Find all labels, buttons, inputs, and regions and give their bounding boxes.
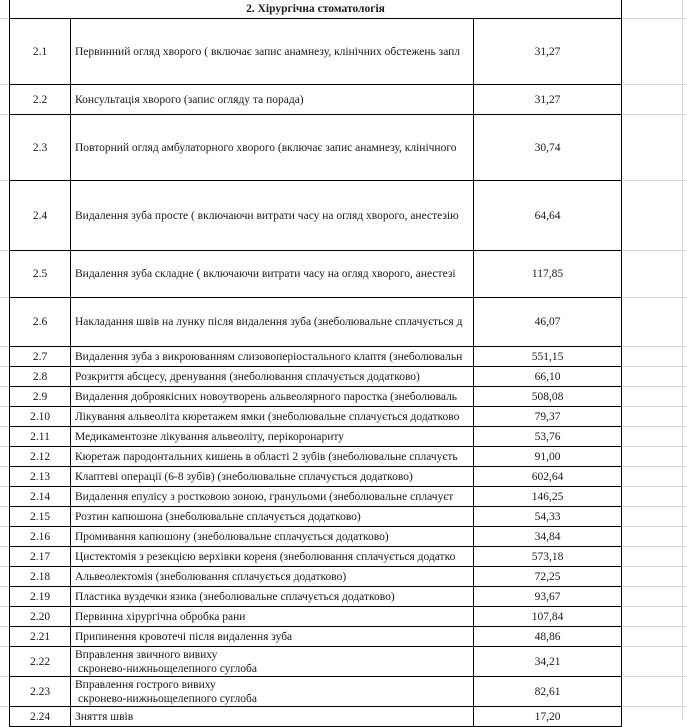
row-price[interactable]: 30,74 (474, 115, 622, 181)
row-price[interactable]: 82,61 (474, 677, 622, 707)
gridline (0, 706, 9, 707)
row-description[interactable]: Видалення доброякісних новоутворень альвеолярного паростка (знеболюваль (71, 387, 474, 407)
row-number[interactable]: 2.11 (10, 427, 71, 447)
gridline (622, 626, 687, 627)
row-price[interactable]: 117,85 (474, 251, 622, 298)
row-description[interactable]: Накладання швів на лунку після видалення зуба (знеболювальне сплачується д (71, 298, 474, 347)
gridline (622, 346, 687, 347)
table-row (10, 607, 622, 627)
gridline (0, 84, 9, 85)
gridline (0, 180, 9, 181)
row-description[interactable]: Медикаментозне лікування альвеоліту, перікоронариту (71, 427, 474, 447)
row-number[interactable]: 2.16 (10, 527, 71, 547)
row-description[interactable]: Припинення кровотечі після видалення зуба (71, 627, 474, 647)
row-price[interactable]: 17,20 (474, 707, 622, 727)
gridline (0, 526, 9, 527)
row-price[interactable]: 54,33 (474, 507, 622, 527)
gridline (622, 546, 687, 547)
row-number[interactable]: 2.21 (10, 627, 71, 647)
gridline (0, 586, 9, 587)
gridline (622, 406, 687, 407)
row-description[interactable]: Первинна хірургічна обробка рани (71, 607, 474, 627)
row-description[interactable] (71, 647, 474, 677)
row-description[interactable]: Первинний огляд хворого ( включає запис анамнезу, клінічних обстежень запл (71, 19, 474, 85)
row-number[interactable]: 2.19 (10, 587, 71, 607)
table-row (10, 647, 622, 677)
row-price[interactable]: 64,64 (474, 181, 622, 251)
row-number[interactable]: 2.15 (10, 507, 71, 527)
row-number[interactable]: 2.3 (10, 115, 71, 181)
gridline (622, 676, 687, 677)
table-row (10, 677, 622, 707)
row-description[interactable]: Видалення епулісу з ростковою зоною, гранульоми (знеболювальне сплачуєт (71, 487, 474, 507)
gridline (622, 84, 687, 85)
table-row (10, 707, 622, 727)
gridline (0, 114, 9, 115)
gridline (622, 426, 687, 427)
row-number[interactable]: 2.20 (10, 607, 71, 627)
row-number[interactable]: 2.6 (10, 298, 71, 347)
row-number[interactable]: 2.10 (10, 407, 71, 427)
gridline (0, 386, 9, 387)
table-row (10, 251, 622, 298)
row-price[interactable]: 79,37 (474, 407, 622, 427)
row-price[interactable]: 34,21 (474, 647, 622, 677)
table-row (10, 347, 622, 367)
row-description[interactable]: Промивання капюшону (знеболювальне сплачується додатково) (71, 527, 474, 547)
row-price[interactable]: 107,84 (474, 607, 622, 627)
gridline (0, 546, 9, 547)
gridline (0, 446, 9, 447)
row-description[interactable]: Клаптеві операції (6-8 зубів) (знеболювальне сплачується додатково) (71, 467, 474, 487)
row-price[interactable]: 72,25 (474, 567, 622, 587)
row-number[interactable]: 2.7 (10, 347, 71, 367)
row-description[interactable]: Зняття швів (71, 707, 474, 727)
table-row (10, 527, 622, 547)
table-row (10, 298, 622, 347)
table-row (10, 487, 622, 507)
gridline (0, 366, 9, 367)
row-number[interactable]: 2.23 (10, 677, 71, 707)
row-number[interactable]: 2.9 (10, 387, 71, 407)
table-row (10, 115, 622, 181)
row-price[interactable]: 93,67 (474, 587, 622, 607)
row-price[interactable]: 508,08 (474, 387, 622, 407)
row-number[interactable]: 2.13 (10, 467, 71, 487)
row-price[interactable]: 602,64 (474, 467, 622, 487)
row-number[interactable]: 2.8 (10, 367, 71, 387)
row-description-line2: скронево-нижньощелепного суглоба (78, 692, 257, 705)
gridline (0, 606, 9, 607)
table-row (10, 367, 622, 387)
gridline (622, 486, 687, 487)
gridline (622, 506, 687, 507)
gridline (0, 466, 9, 467)
row-description-line1: Вправлення звичного вивиху (75, 648, 218, 661)
table-row (10, 627, 622, 647)
gridline (0, 486, 9, 487)
row-price[interactable]: 46,07 (474, 298, 622, 347)
row-description[interactable]: Видалення зуба з викроюванням слизовоперіостального клаптя (знеболювальн (71, 347, 474, 367)
row-number[interactable]: 2.18 (10, 567, 71, 587)
table-row (10, 467, 622, 487)
row-price[interactable]: 53,76 (474, 427, 622, 447)
row-price[interactable]: 31,27 (474, 85, 622, 115)
gridline (0, 566, 9, 567)
row-description[interactable] (71, 677, 474, 707)
row-description[interactable]: Видалення зуба складне ( включаючи витрати часу на огляд хворого, анестезі (71, 251, 474, 298)
row-description[interactable]: Лікування альвеоліта кюретажем ямки (знеболювальне сплачується додатково (71, 407, 474, 427)
gridline (0, 426, 9, 427)
table-row (10, 547, 622, 567)
gridline (622, 706, 687, 707)
row-price[interactable]: 551,15 (474, 347, 622, 367)
gridline (622, 606, 687, 607)
row-description-line1: Вправлення гострого вивиху (75, 678, 216, 691)
table-row (10, 447, 622, 467)
row-number[interactable]: 2.2 (10, 85, 71, 115)
gridline (622, 366, 687, 367)
gridline (0, 346, 9, 347)
gridline (622, 646, 687, 647)
row-price[interactable]: 66,10 (474, 367, 622, 387)
gridline (0, 250, 9, 251)
row-number[interactable]: 2.22 (10, 647, 71, 677)
row-price[interactable]: 48,86 (474, 627, 622, 647)
row-description[interactable]: Цистектомія з резекцією верхівки кореня (знеболювання сплачується додатко (71, 547, 474, 567)
gridline (682, 0, 683, 720)
row-price[interactable]: 34,84 (474, 527, 622, 547)
gridline (0, 506, 9, 507)
row-number[interactable]: 2.5 (10, 251, 71, 298)
row-description[interactable]: Розкриття абсцесу, дренування (знеболювання сплачується додатково) (71, 367, 474, 387)
section-title[interactable]: 2. Хірургічна стоматологія (10, 0, 622, 19)
table-row (10, 587, 622, 607)
section-header-row (10, 0, 622, 19)
gridline (622, 386, 687, 387)
gridline (0, 676, 9, 677)
price-table (9, 0, 622, 727)
row-number[interactable]: 2.12 (10, 447, 71, 467)
table-row (10, 507, 622, 527)
row-number[interactable]: 2.24 (10, 707, 71, 727)
gridline (622, 586, 687, 587)
gridline (0, 626, 9, 627)
row-description[interactable]: Кюретаж пародонтальних кишень в області 2 зубів (знеболювальне сплачуєть (71, 447, 474, 467)
gridline (0, 406, 9, 407)
table-row (10, 387, 622, 407)
row-description[interactable]: Консультація хворого (запис огляду та порада) (71, 85, 474, 115)
table-row (10, 407, 622, 427)
row-description[interactable]: Повторний огляд амбулаторного хворого (включає запис анамнезу, клінічного (71, 115, 474, 181)
row-number[interactable]: 2.17 (10, 547, 71, 567)
gridline (622, 250, 687, 251)
gridline (622, 18, 687, 19)
row-price[interactable]: 573,18 (474, 547, 622, 567)
table-row (10, 427, 622, 447)
row-description-line2: скронево-нижньощелепного суглоба (78, 662, 257, 675)
gridline (622, 466, 687, 467)
row-number[interactable]: 2.4 (10, 181, 71, 251)
table-row (10, 181, 622, 251)
gridline (622, 180, 687, 181)
gridline (622, 114, 687, 115)
row-number[interactable]: 2.1 (10, 19, 71, 85)
row-description[interactable]: Пластика вуздечки язика (знеболювальне сплачується додатково) (71, 587, 474, 607)
table-row (10, 85, 622, 115)
gridline (622, 526, 687, 527)
row-description[interactable]: Альвеолектомія (знеболювання сплачується додатково) (71, 567, 474, 587)
gridline (622, 446, 687, 447)
gridline (0, 646, 9, 647)
gridline (622, 297, 687, 298)
row-description[interactable]: Розтин капюшона (знеболювальне сплачується додатково) (71, 507, 474, 527)
gridline (622, 566, 687, 567)
row-price[interactable]: 31,27 (474, 19, 622, 85)
row-price[interactable]: 146,25 (474, 487, 622, 507)
row-description[interactable]: Видалення зуба просте ( включаючи витрати часу на огляд хворого, анестезію (71, 181, 474, 251)
table-row (10, 19, 622, 85)
gridline (0, 18, 9, 19)
row-number[interactable]: 2.14 (10, 487, 71, 507)
table-row (10, 567, 622, 587)
row-price[interactable]: 91,00 (474, 447, 622, 467)
gridline (0, 297, 9, 298)
